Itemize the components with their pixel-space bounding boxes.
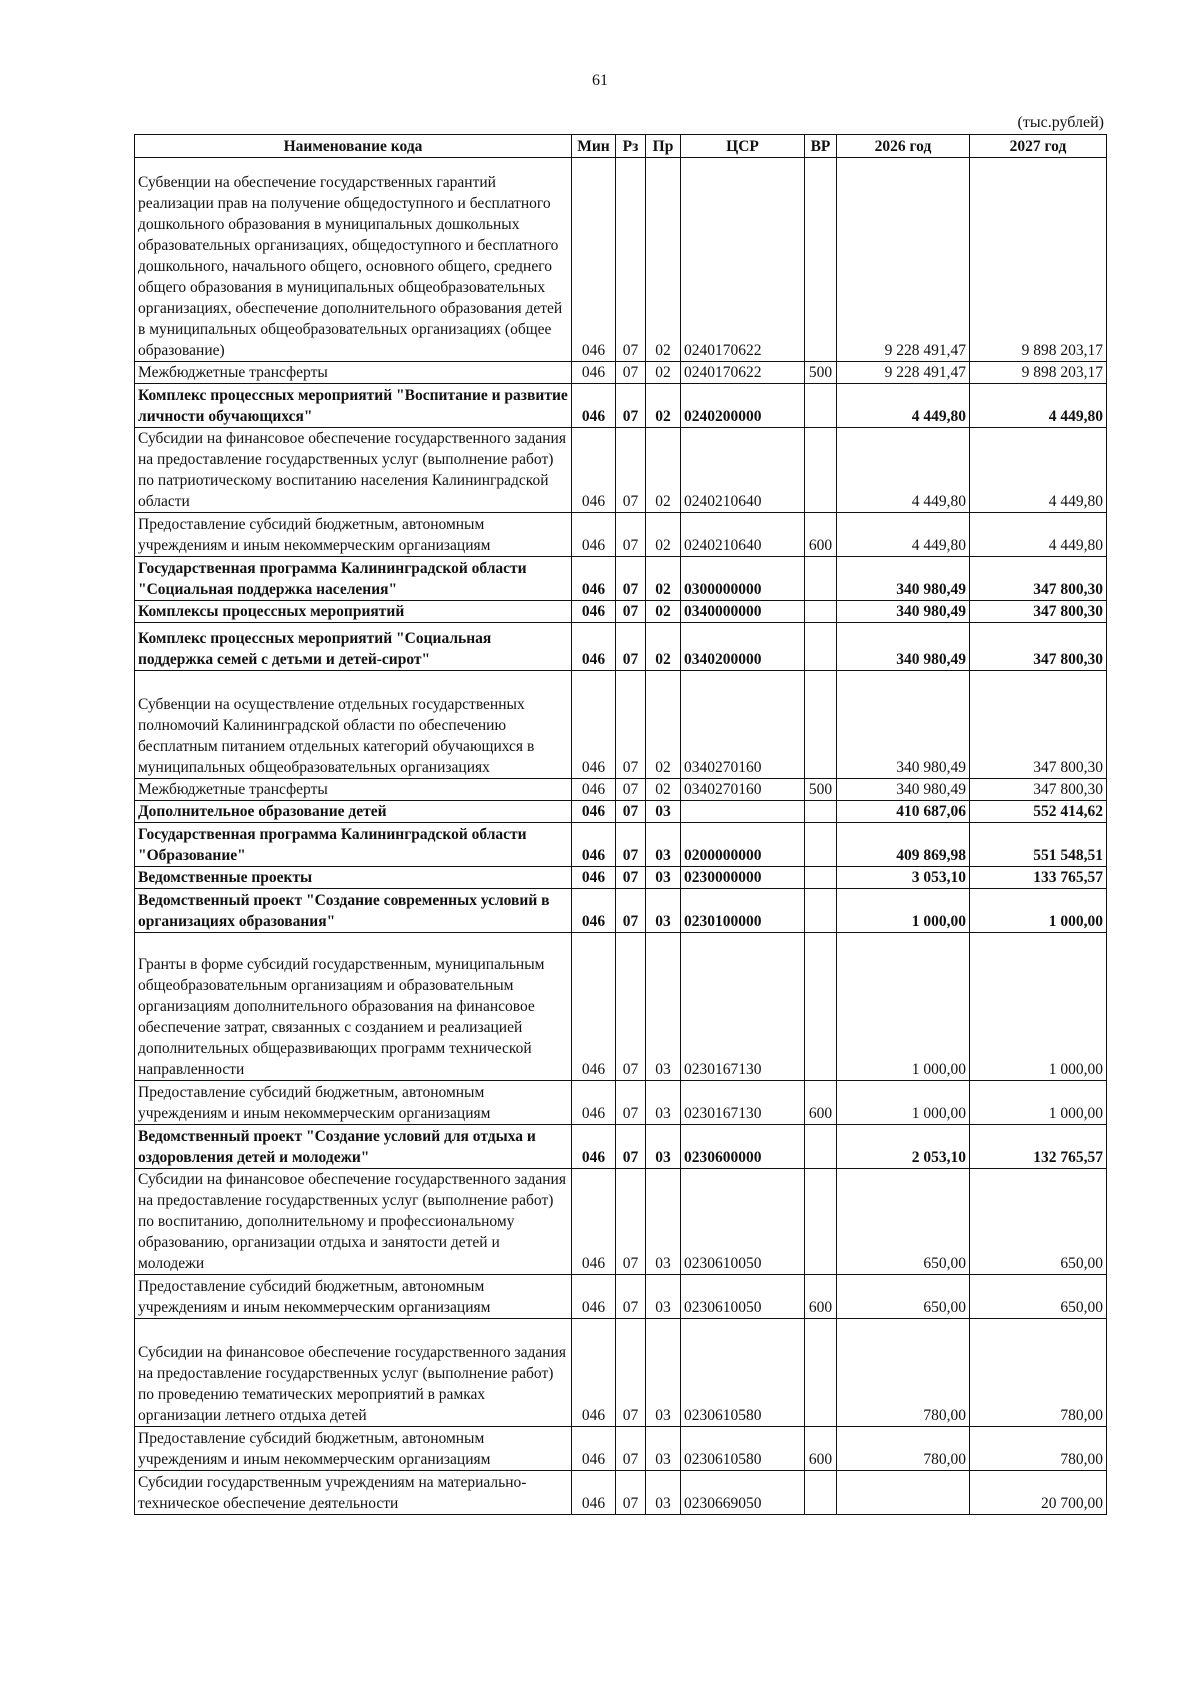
cell-2026: 340 980,49 (837, 623, 970, 671)
cell-min: 046 (572, 1471, 616, 1515)
cell-csr: 0240210640 (681, 428, 805, 513)
cell-2027: 347 800,30 (970, 557, 1107, 601)
table-row (135, 601, 1107, 623)
cell-min: 046 (572, 428, 616, 513)
cell-name: Ведомственные проекты (135, 867, 572, 889)
cell-rz: 07 (616, 1169, 646, 1275)
cell-2027: 9 898 203,17 (970, 158, 1107, 362)
cell-2026: 1 000,00 (837, 1081, 970, 1125)
cell-rz: 07 (616, 362, 646, 384)
table-row (135, 1319, 1107, 1427)
cell-min: 046 (572, 158, 616, 362)
cell-vr (805, 823, 837, 867)
cell-vr: 500 (805, 779, 837, 801)
cell-2026: 3 053,10 (837, 867, 970, 889)
cell-min: 046 (572, 1081, 616, 1125)
cell-pr: 02 (646, 671, 681, 779)
cell-name: Межбюджетные трансферты (135, 362, 572, 384)
cell-pr: 03 (646, 933, 681, 1081)
cell-name: Государственная программа Калининградской области "Социальная поддержка населения" (135, 557, 572, 601)
table-row (135, 1471, 1107, 1515)
budget-table (134, 134, 1107, 1515)
cell-vr (805, 384, 837, 428)
table-row (135, 933, 1107, 1081)
cell-2026: 409 869,98 (837, 823, 970, 867)
header-rz: Рз (616, 135, 646, 158)
cell-csr: 0240210640 (681, 513, 805, 557)
cell-min: 046 (572, 867, 616, 889)
cell-rz: 07 (616, 158, 646, 362)
cell-csr: 0230100000 (681, 889, 805, 933)
cell-rz: 07 (616, 1081, 646, 1125)
cell-2027: 4 449,80 (970, 428, 1107, 513)
cell-2027: 650,00 (970, 1275, 1107, 1319)
cell-rz: 07 (616, 933, 646, 1081)
table-row (135, 158, 1107, 362)
cell-2027: 1 000,00 (970, 889, 1107, 933)
cell-rz: 07 (616, 384, 646, 428)
cell-2027: 552 414,62 (970, 801, 1107, 823)
cell-2026: 2 053,10 (837, 1125, 970, 1169)
cell-name: Ведомственный проект "Создание современных условий в организациях образования" (135, 889, 572, 933)
cell-min: 046 (572, 384, 616, 428)
cell-rz: 07 (616, 428, 646, 513)
cell-2026: 4 449,80 (837, 384, 970, 428)
cell-csr: 0230610050 (681, 1275, 805, 1319)
cell-name: Предоставление субсидий бюджетным, автономным учреждениям и иным некоммерческим организациям (135, 1427, 572, 1471)
cell-vr (805, 623, 837, 671)
cell-vr (805, 1471, 837, 1515)
cell-2027: 347 800,30 (970, 623, 1107, 671)
cell-2027: 132 765,57 (970, 1125, 1107, 1169)
cell-vr (805, 933, 837, 1081)
table-row (135, 1275, 1107, 1319)
cell-csr: 0230167130 (681, 1081, 805, 1125)
cell-min: 046 (572, 671, 616, 779)
cell-rz: 07 (616, 601, 646, 623)
cell-rz: 07 (616, 801, 646, 823)
cell-2026: 9 228 491,47 (837, 362, 970, 384)
cell-vr (805, 601, 837, 623)
cell-min: 046 (572, 933, 616, 1081)
table-row (135, 623, 1107, 671)
cell-2027: 347 800,30 (970, 601, 1107, 623)
table-row (135, 801, 1107, 823)
cell-pr: 02 (646, 623, 681, 671)
table-row (135, 671, 1107, 779)
cell-name: Комплекс процессных мероприятий "Социальная поддержка семей с детьми и детей-сирот" (135, 623, 572, 671)
header-min: Мин (572, 135, 616, 158)
cell-vr: 600 (805, 1427, 837, 1471)
cell-rz: 07 (616, 867, 646, 889)
cell-vr (805, 557, 837, 601)
cell-name: Межбюджетные трансферты (135, 779, 572, 801)
cell-csr: 0240200000 (681, 384, 805, 428)
cell-2026: 340 980,49 (837, 671, 970, 779)
cell-name: Гранты в форме субсидий государственным, муниципальным общеобразовательным организациям и образовательным организациям дополнительного образования на финансовое обеспечение затрат, связанных с созданием и реализацией дополнительных общеразвивающих программ технической направленности (135, 933, 572, 1081)
table-row (135, 823, 1107, 867)
cell-rz: 07 (616, 623, 646, 671)
cell-vr (805, 1319, 837, 1427)
cell-vr (805, 158, 837, 362)
cell-rz: 07 (616, 1471, 646, 1515)
table-row (135, 557, 1107, 601)
cell-min: 046 (572, 601, 616, 623)
cell-pr: 03 (646, 1471, 681, 1515)
cell-pr: 03 (646, 801, 681, 823)
table-row (135, 384, 1107, 428)
table-row (135, 779, 1107, 801)
cell-2026: 340 980,49 (837, 601, 970, 623)
cell-csr: 0340200000 (681, 623, 805, 671)
cell-min: 046 (572, 1169, 616, 1275)
cell-csr: 0230610580 (681, 1319, 805, 1427)
cell-name: Субсидии на финансовое обеспечение государственного задания на предоставление государственных услуг (выполнение работ) по проведению тематических мероприятий в рамках организации летнего отдыха детей (135, 1319, 572, 1427)
cell-2027: 780,00 (970, 1319, 1107, 1427)
cell-vr (805, 801, 837, 823)
cell-vr: 500 (805, 362, 837, 384)
cell-vr: 600 (805, 1275, 837, 1319)
table-row (135, 889, 1107, 933)
cell-vr (805, 428, 837, 513)
cell-2027: 347 800,30 (970, 671, 1107, 779)
cell-min: 046 (572, 557, 616, 601)
cell-pr: 03 (646, 1081, 681, 1125)
cell-pr: 02 (646, 384, 681, 428)
cell-name: Ведомственный проект "Создание условий для отдыха и оздоровления детей и молодежи" (135, 1125, 572, 1169)
cell-2026: 340 980,49 (837, 779, 970, 801)
cell-pr: 03 (646, 1275, 681, 1319)
cell-2027: 1 000,00 (970, 1081, 1107, 1125)
cell-2027: 347 800,30 (970, 779, 1107, 801)
cell-2026: 1 000,00 (837, 889, 970, 933)
cell-2027: 20 700,00 (970, 1471, 1107, 1515)
cell-pr: 02 (646, 428, 681, 513)
cell-rz: 07 (616, 1125, 646, 1169)
cell-rz: 07 (616, 557, 646, 601)
cell-pr: 02 (646, 557, 681, 601)
cell-rz: 07 (616, 779, 646, 801)
cell-pr: 02 (646, 362, 681, 384)
cell-min: 046 (572, 823, 616, 867)
table-body (135, 158, 1107, 1515)
table-row (135, 1125, 1107, 1169)
cell-name: Предоставление субсидий бюджетным, автономным учреждениям и иным некоммерческим организациям (135, 1081, 572, 1125)
cell-2027: 1 000,00 (970, 933, 1107, 1081)
cell-2026: 650,00 (837, 1169, 970, 1275)
cell-pr: 03 (646, 1319, 681, 1427)
cell-name: Комплексы процессных мероприятий (135, 601, 572, 623)
cell-name: Субсидии на финансовое обеспечение государственного задания на предоставление государственных услуг (выполнение работ) по воспитанию, дополнительному и профессиональному образованию, организации отдыха и занятости детей и молодежи (135, 1169, 572, 1275)
cell-csr: 0230167130 (681, 933, 805, 1081)
table-header-row (135, 135, 1107, 158)
cell-2027: 4 449,80 (970, 384, 1107, 428)
cell-pr: 03 (646, 1169, 681, 1275)
table-row (135, 1081, 1107, 1125)
table-row (135, 362, 1107, 384)
cell-name: Предоставление субсидий бюджетным, автономным учреждениям и иным некоммерческим организациям (135, 513, 572, 557)
cell-name: Государственная программа Калининградской области "Образование" (135, 823, 572, 867)
cell-2026: 4 449,80 (837, 513, 970, 557)
cell-2027: 133 765,57 (970, 867, 1107, 889)
header-vr: ВР (805, 135, 837, 158)
cell-2026: 340 980,49 (837, 557, 970, 601)
table-row (135, 867, 1107, 889)
cell-name: Субсидии на финансовое обеспечение государственного задания на предоставление государственных услуг (выполнение работ) по патриотическому воспитанию населения Калининградской области (135, 428, 572, 513)
cell-min: 046 (572, 1275, 616, 1319)
cell-vr (805, 1169, 837, 1275)
cell-name: Дополнительное образование детей (135, 801, 572, 823)
cell-2026: 780,00 (837, 1427, 970, 1471)
cell-pr: 03 (646, 867, 681, 889)
cell-vr (805, 671, 837, 779)
cell-min: 046 (572, 362, 616, 384)
cell-pr: 02 (646, 513, 681, 557)
cell-rz: 07 (616, 1319, 646, 1427)
cell-csr: 0240170622 (681, 158, 805, 362)
cell-vr: 600 (805, 1081, 837, 1125)
cell-2026: 780,00 (837, 1319, 970, 1427)
cell-2027: 4 449,80 (970, 513, 1107, 557)
cell-2027: 780,00 (970, 1427, 1107, 1471)
table-row (135, 513, 1107, 557)
header-2026: 2026 год (837, 135, 970, 158)
cell-2026: 9 228 491,47 (837, 158, 970, 362)
cell-pr: 02 (646, 601, 681, 623)
cell-min: 046 (572, 801, 616, 823)
cell-rz: 07 (616, 513, 646, 557)
cell-name: Субвенции на осуществление отдельных государственных полномочий Калининградской области по обеспечению бесплатным питанием отдельных категорий обучающихся в муниципальных общеобразовательных организациях (135, 671, 572, 779)
cell-rz: 07 (616, 671, 646, 779)
cell-2027: 9 898 203,17 (970, 362, 1107, 384)
cell-csr: 0300000000 (681, 557, 805, 601)
cell-csr: 0230600000 (681, 1125, 805, 1169)
cell-pr: 03 (646, 823, 681, 867)
table-row (135, 1427, 1107, 1471)
cell-min: 046 (572, 1319, 616, 1427)
header-pr: Пр (646, 135, 681, 158)
cell-2026: 4 449,80 (837, 428, 970, 513)
cell-min: 046 (572, 1125, 616, 1169)
cell-2026 (837, 1471, 970, 1515)
cell-name: Субвенции на обеспечение государственных гарантий реализации прав на получение общедоступного и бесплатного дошкольного образования в муниципальных дошкольных образовательных организациях, общедоступного и бесплатного дошкольного, начального общего, основного общего, среднего общего образования в муниципальных общеобразовательных организациях, обеспечение дополнительного образования детей в муниципальных общеобразовательных организациях (общее образование) (135, 158, 572, 362)
table-row (135, 1169, 1107, 1275)
cell-min: 046 (572, 889, 616, 933)
cell-2027: 650,00 (970, 1169, 1107, 1275)
cell-name: Предоставление субсидий бюджетным, автономным учреждениям и иным некоммерческим организациям (135, 1275, 572, 1319)
cell-rz: 07 (616, 823, 646, 867)
cell-2027: 551 548,51 (970, 823, 1107, 867)
cell-rz: 07 (616, 1275, 646, 1319)
header-csr: ЦСР (681, 135, 805, 158)
cell-csr: 0200000000 (681, 823, 805, 867)
cell-vr: 600 (805, 513, 837, 557)
units-note: (тыс.рублей) (1017, 114, 1104, 131)
cell-csr: 0230610050 (681, 1169, 805, 1275)
cell-pr: 03 (646, 889, 681, 933)
cell-vr (805, 1125, 837, 1169)
cell-csr: 0340270160 (681, 779, 805, 801)
cell-csr: 0230610580 (681, 1427, 805, 1471)
cell-pr: 02 (646, 158, 681, 362)
cell-2026: 410 687,06 (837, 801, 970, 823)
cell-min: 046 (572, 779, 616, 801)
page-number: 61 (592, 72, 608, 89)
cell-csr (681, 801, 805, 823)
cell-name: Комплекс процессных мероприятий "Воспитание и развитие личности обучающихся" (135, 384, 572, 428)
cell-csr: 0230669050 (681, 1471, 805, 1515)
cell-min: 046 (572, 513, 616, 557)
cell-csr: 0230000000 (681, 867, 805, 889)
cell-2026: 1 000,00 (837, 933, 970, 1081)
cell-pr: 03 (646, 1125, 681, 1169)
cell-2026: 650,00 (837, 1275, 970, 1319)
cell-rz: 07 (616, 1427, 646, 1471)
cell-csr: 0340270160 (681, 671, 805, 779)
header-2027: 2027 год (970, 135, 1107, 158)
cell-csr: 0240170622 (681, 362, 805, 384)
cell-min: 046 (572, 1427, 616, 1471)
cell-pr: 03 (646, 1427, 681, 1471)
cell-rz: 07 (616, 889, 646, 933)
cell-csr: 0340000000 (681, 601, 805, 623)
cell-name: Субсидии государственным учреждениям на материально-техническое обеспечение деятельности (135, 1471, 572, 1515)
cell-pr: 02 (646, 779, 681, 801)
cell-min: 046 (572, 623, 616, 671)
cell-vr (805, 889, 837, 933)
table-row (135, 428, 1107, 513)
header-name: Наименование кода (135, 135, 572, 158)
cell-vr (805, 867, 837, 889)
